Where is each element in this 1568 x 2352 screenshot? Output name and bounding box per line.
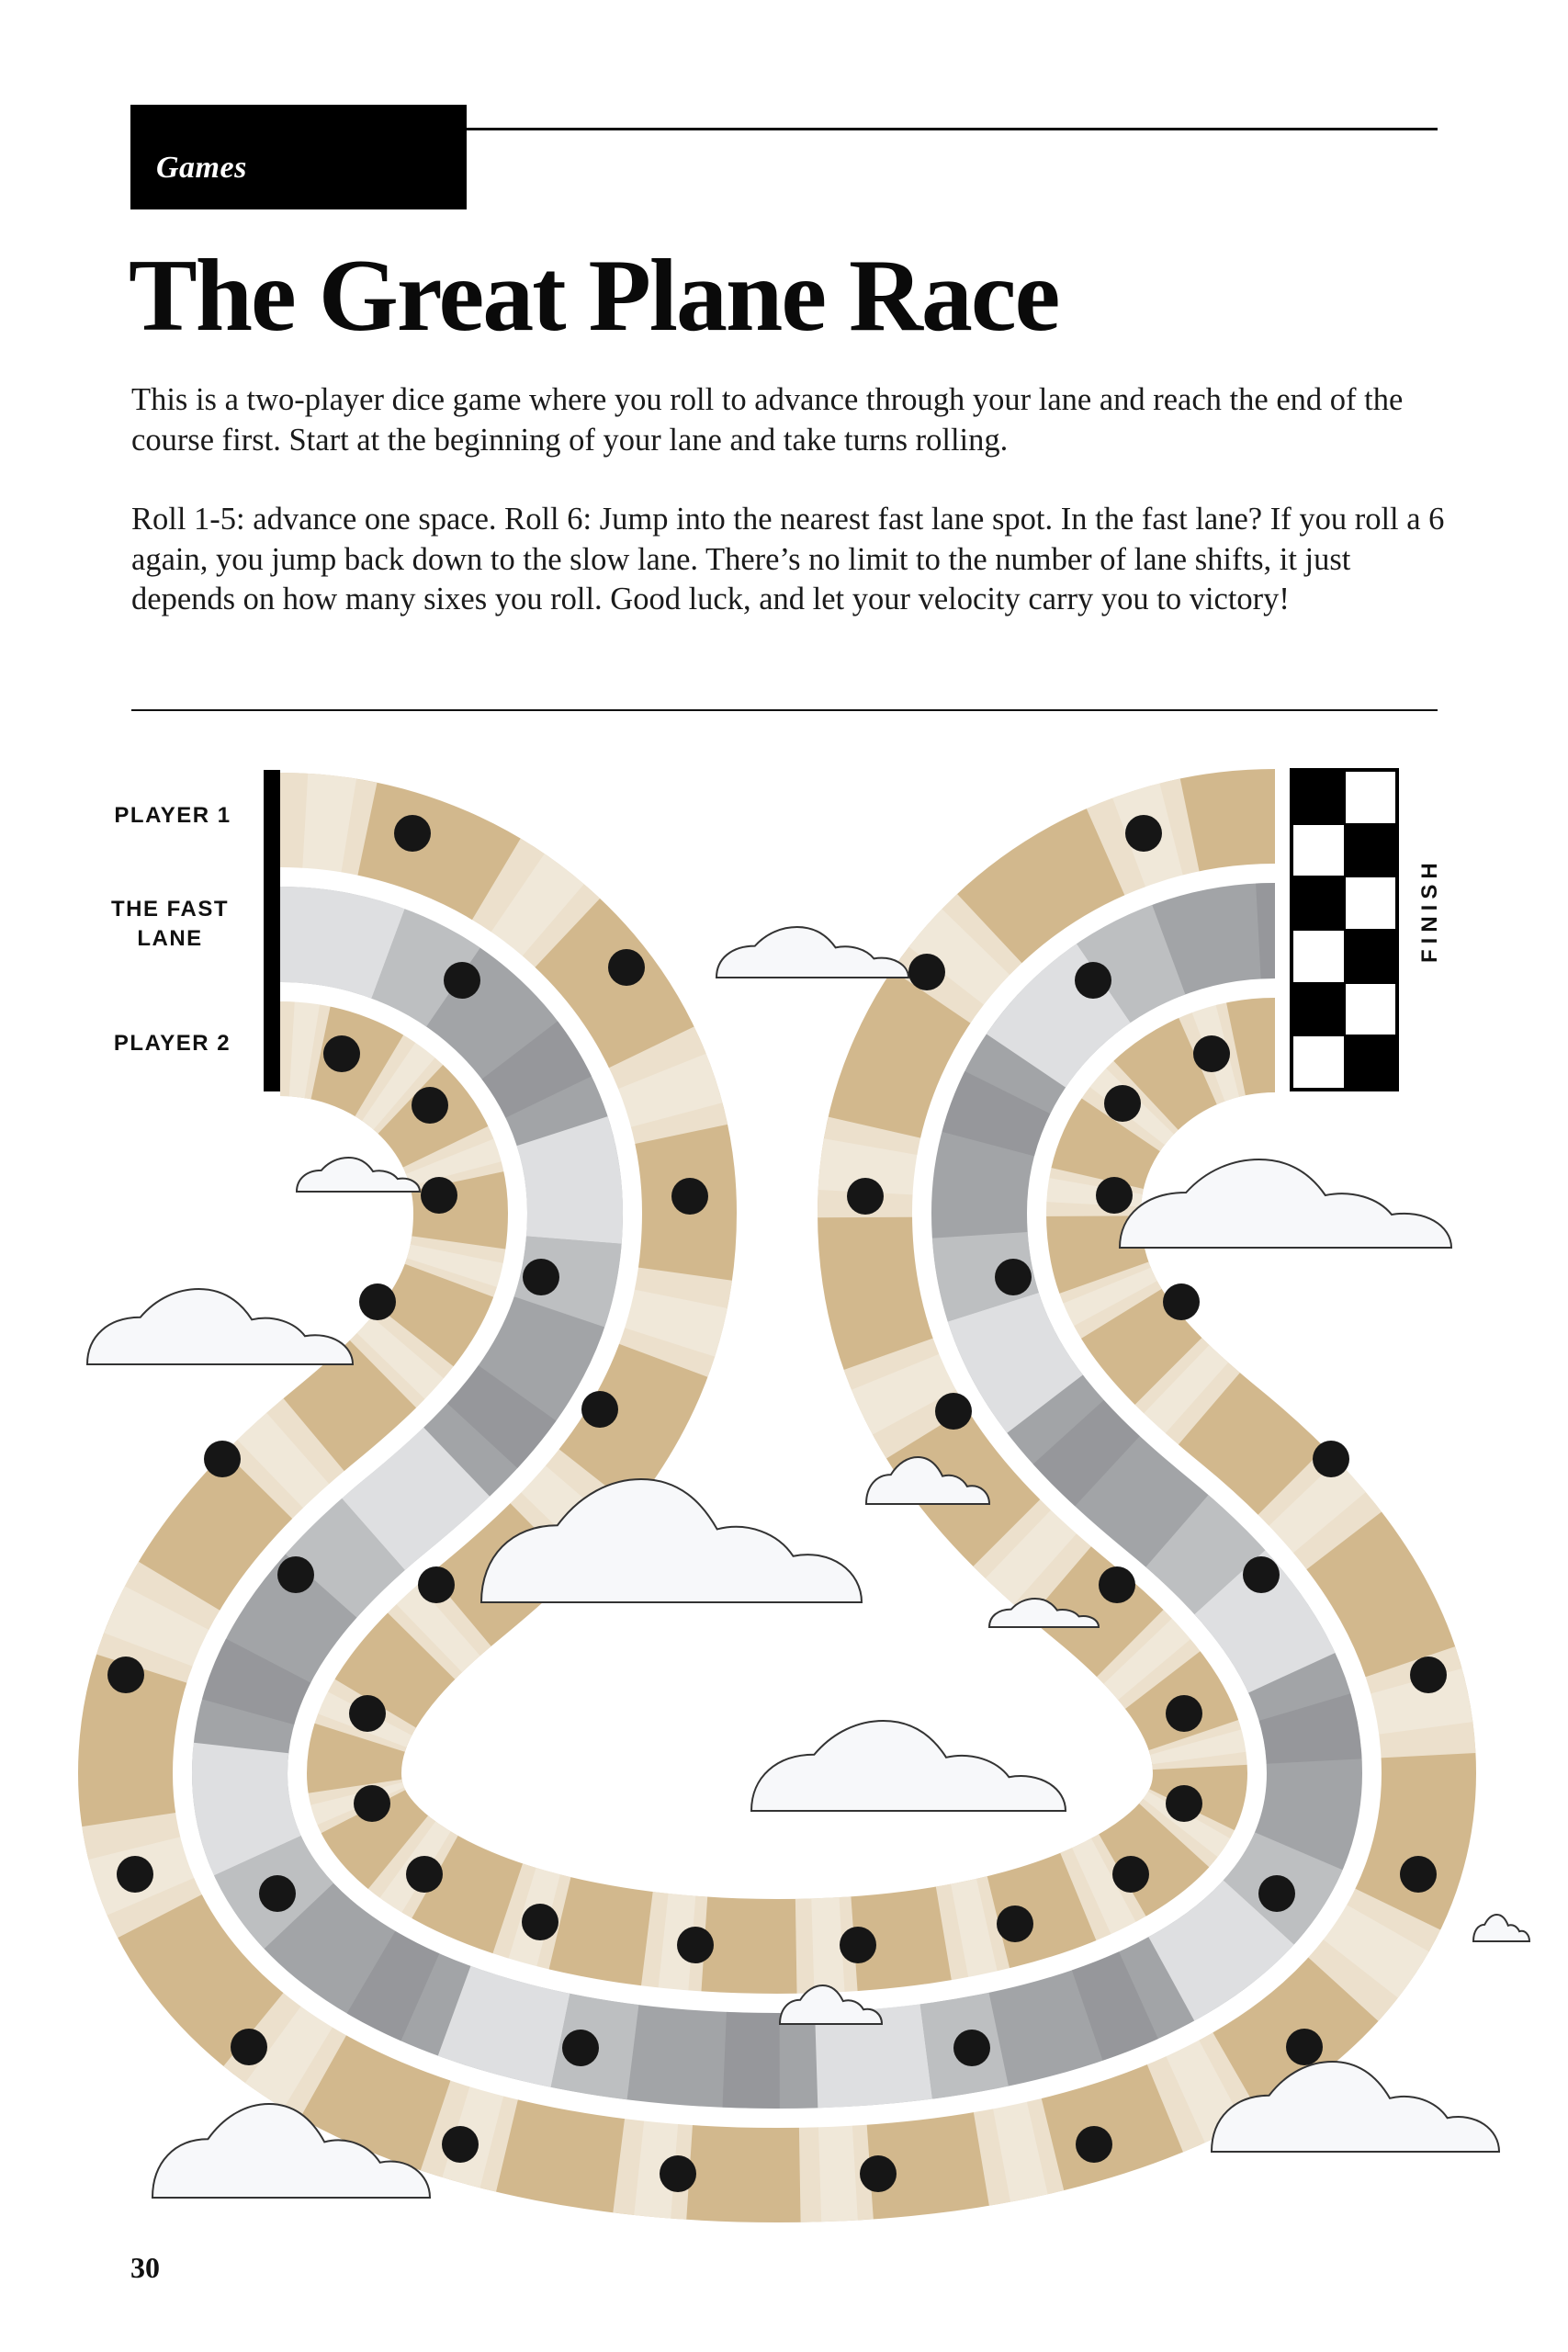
board-space [107,1657,144,1693]
board-space [1243,1556,1280,1593]
board-space [522,1904,558,1940]
board-space [1076,2126,1112,2163]
fast-lane-label: THE FAST LANE [110,897,229,951]
cloud-icon [1120,1159,1451,1248]
board-space [1166,1785,1202,1822]
board-space [1313,1441,1349,1477]
cloud-icon [751,1721,1066,1811]
board-space [997,1905,1033,1942]
board-space [1258,1875,1295,1912]
board-space [259,1875,296,1912]
board-space [1096,1177,1133,1214]
board-space [608,949,645,986]
board-space [406,1856,443,1893]
board-space [1104,1085,1141,1122]
board-space [1125,815,1162,852]
board-space [1112,1856,1149,1893]
board-space [349,1695,386,1732]
board-space [995,1259,1032,1295]
board-space [412,1087,448,1124]
board-space [117,1856,153,1893]
section-tag-label: Games [156,151,247,185]
board-space [1075,962,1111,999]
board-space [1410,1657,1447,1693]
player-2-lane-label: PLAYER 2 [113,1031,231,1056]
board-space [677,1927,714,1963]
checkered-finish-flag-icon [1290,768,1399,1091]
board-space [953,2030,990,2066]
cloud-icon [716,927,908,978]
cloud-icon [1473,1915,1529,1941]
board-space [1193,1035,1230,1072]
board-space [660,2155,696,2192]
board-space [840,1927,876,1963]
rules-paragraph: Roll 1-5: advance one space. Roll 6: Jump into the nearest fast lane spot. In the fast lane? If you roll a 6 again, you jump back down to the slow lane. There’s no limit to the number of lane shifts, it just depends on how many sixes you roll. Good luck, and let your velocity carry you to victory! [131,502,1445,616]
board-space [442,2126,479,2163]
intro-paragraph: This is a two-player dice game where you roll to advance through your lane and reach the end of the course first. Start at the beginning of your lane and take turns rolling. [131,382,1404,458]
cloud-icon [87,1289,353,1364]
board-space [418,1566,455,1603]
board-space [908,954,945,990]
board-space [847,1178,884,1215]
board-space [359,1283,396,1320]
board-space [277,1556,314,1593]
board-space [860,2155,897,2192]
board-space [562,2030,599,2066]
board-space [581,1391,618,1428]
player-1-lane-label: PLAYER 1 [114,803,231,828]
track [240,931,1314,2061]
board-space [523,1259,559,1295]
page-title: The Great Plane Race [129,239,1059,353]
board-space [1400,1856,1437,1893]
board-space [204,1441,241,1477]
board-space [1099,1566,1135,1603]
start-line [264,770,280,1091]
board-space [671,1178,708,1215]
board-space [421,1177,457,1214]
finish-label: FINISH [1417,857,1442,963]
board-space [1286,2029,1323,2065]
board-space [444,962,480,999]
board-space [354,1785,390,1822]
board-space [1166,1695,1202,1732]
board-space [231,2029,267,2065]
board-space [394,815,431,852]
page-number: 30 [130,2251,160,2284]
board-space [323,1035,360,1072]
board-space [935,1393,972,1430]
board-space [1163,1283,1200,1320]
